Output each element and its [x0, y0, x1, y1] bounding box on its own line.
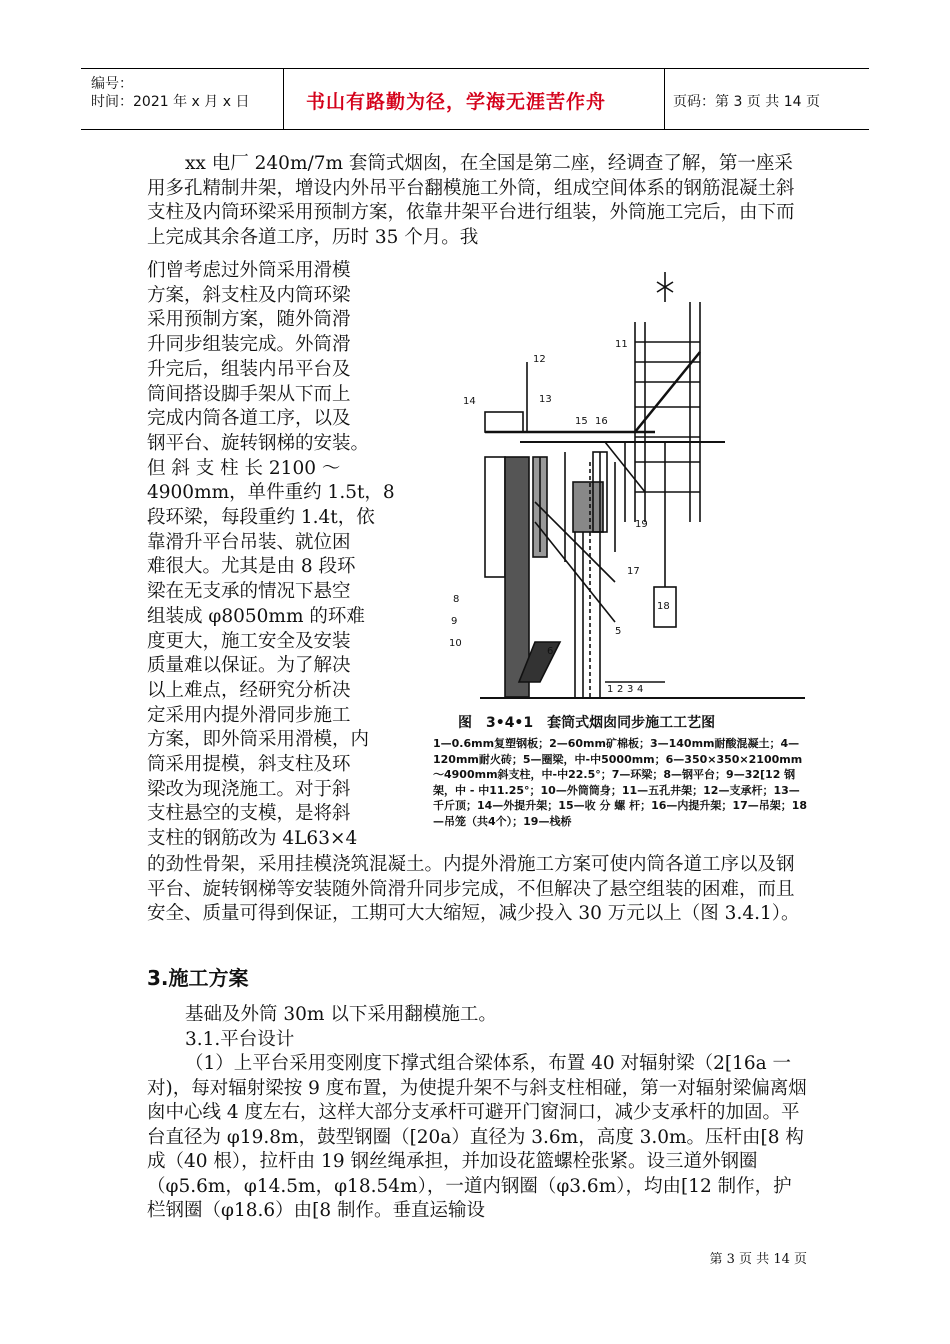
label-4: 4 — [637, 684, 644, 695]
section-heading: 3.施工方案 — [147, 966, 249, 990]
wrapped-line: 筒采用提模，斜支柱及环 — [147, 754, 351, 776]
wrapped-line: 方案，即外筒采用滑模，内 — [147, 729, 370, 751]
wrapped-line: 靠滑升平台吊装、就位困 — [147, 531, 351, 553]
label-15: 15 — [575, 416, 588, 427]
label-1: 1 — [607, 684, 614, 695]
wrapped-line: 升完后，组装内吊平台及 — [147, 358, 351, 380]
subsection-heading: 3.1.平台设计 — [185, 1029, 295, 1050]
wrapped-line: 完成内筒各道工序，以及 — [147, 408, 351, 430]
figure-3-4-1 — [425, 262, 815, 842]
construction-diagram — [425, 262, 815, 712]
paragraph-foundation: 基础及外筒 30m 以下采用翻模施工。 — [185, 1004, 497, 1025]
wrapped-line: 段环梁，每段重约 1.4t，依 — [147, 507, 375, 529]
label-19: 19 — [635, 519, 648, 530]
header-motto-cell — [284, 69, 665, 129]
paragraph-platform: （1）上平台采用变刚度下撑式组合梁体系，布置 40 对辐射梁（2[16a 一对)，每对辐射梁按 9 度布置，为使提升架不与斜支柱相碰，第一对辐射梁偏离烟囱中心线 4 度左右，这样大部分支承杆可避开门窗洞口，减少支承杆的加固。平台直径为 φ19.8m，鼓型钢圈（[20a）直径为 3.6m，高度 3.0m。压杆由[8 构成（40 根），拉杆由 19 钢丝绳承担，并加设花篮螺栓张紧。设三道外钢圈（φ5.6m，φ14.5m，φ18.54m），一道内钢圈（φ3.6m），均由[12 制作，护栏钢圈（φ18.6）由[8 制作。垂直运输设 — [147, 1053, 807, 1221]
wrapped-line: 4900mm，单件重约 1.5t，8 — [147, 482, 395, 504]
label-16: 16 — [595, 416, 608, 427]
page-footer: 第 3 页 共 14 页 — [709, 1252, 807, 1267]
wrapped-line: 组装成 φ8050mm 的环难 — [147, 605, 365, 627]
paragraph-intro: xx 电厂 240m/7m 套筒式烟囱，在全国是第二座，经调查了解，第一座采用多孔精制井架，增设内外吊平台翻模施工外筒，组成空间体系的钢筋混凝土斜支柱及内筒环梁采用预制方案，依靠井架平台进行组装，外筒施工完后，由下而上完成其余各道工序，历时 35 个月。我 — [147, 153, 795, 248]
wrapped-text-column — [147, 259, 405, 852]
header-motto: 书山有路勤为径，学海无涯苦作舟 — [306, 91, 607, 113]
label-12: 12 — [533, 354, 546, 365]
label-11: 11 — [615, 339, 628, 350]
wrapped-line: 梁改为现浇施工。对于斜 — [147, 778, 351, 800]
label-6: 6 — [547, 646, 554, 657]
label-18: 18 — [657, 601, 670, 612]
label-14: 14 — [463, 396, 476, 407]
doc-date-label: 时间：2021 年 x 月 x 日 — [91, 94, 250, 110]
wrapped-line: 们曾考虑过外筒采用滑模 — [147, 260, 351, 281]
wrapped-line: 度更大，施工安全及安装 — [147, 630, 351, 652]
wrapped-line: 升同步组装完成。外筒滑 — [147, 334, 351, 356]
label-13: 13 — [539, 394, 552, 405]
label-10: 10 — [449, 638, 462, 649]
label-8: 8 — [453, 594, 460, 605]
figure-caption: 图 3•4•1 套筒式烟囱同步施工工艺图 — [458, 715, 716, 731]
label-17: 17 — [627, 566, 640, 577]
wrapped-line: 筒间搭设脚手架从下而上 — [147, 383, 351, 405]
wrapped-line: 难很大。尤其是由 8 段环 — [147, 556, 356, 578]
label-9: 9 — [451, 616, 458, 627]
doc-number-label: 编号： — [91, 76, 133, 92]
header-meta — [81, 69, 284, 129]
wrapped-line: 但 斜 支 柱 长 2100 ～ — [147, 457, 341, 479]
label-5: 5 — [615, 626, 622, 637]
wrapped-line: 采用预制方案，随外筒滑 — [147, 309, 351, 331]
paragraph-tail: 的劲性骨架，采用挂模浇筑混凝土。内提外滑施工方案可使内筒各道工序以及钢平台、旋转钢梯等安装随外筒滑升同步完成，不但解决了悬空组装的困难，而且安全、质量可得到保证，工期可大大缩短，减少投入 30 万元以上（图 3.4.1）。 — [147, 854, 800, 924]
page-header — [81, 68, 869, 130]
figure-legend: 1—0.6mm复塑钢板；2—60mm矿棉板；3—140mm耐酸混凝土；4—120mm耐火砖；5—圈梁，中-中5000mm；6—350×350×2100mm～4900mm斜支柱，中-中22.5°；7—环梁；8—钢平台；9—32[12 钢 架，中 - 中11.25°；10—外筒筒身；11—五孔井架；12—支承杆；13—千斤顶；14—外提升架；15—收 分 螺 杆；16—内提升架；17—吊架；18—吊笼（共4个）；19—栈桥 — [433, 737, 808, 828]
wrapped-line: 钢平台、旋转钢梯的安装。 — [147, 432, 370, 454]
wrapped-line: 支柱的钢筋改为 4L63×4 — [147, 828, 358, 850]
label-2: 2 — [617, 684, 624, 695]
wrapped-line: 定采用内提外滑同步施工 — [147, 704, 351, 726]
wrapped-line: 梁在无支承的情况下悬空 — [147, 581, 351, 603]
wrapped-line: 质量难以保证。为了解决 — [147, 655, 351, 677]
header-page-cell — [665, 69, 869, 129]
header-page-number: 页码：第 3 页 共 14 页 — [673, 94, 820, 110]
label-3: 3 — [627, 684, 634, 695]
wrapped-line: 方案，斜支柱及内筒环梁 — [147, 284, 351, 306]
wrapped-line: 以上难点，经研究分析决 — [147, 679, 351, 701]
wrapped-line: 支柱悬空的支模，是将斜 — [147, 803, 351, 825]
